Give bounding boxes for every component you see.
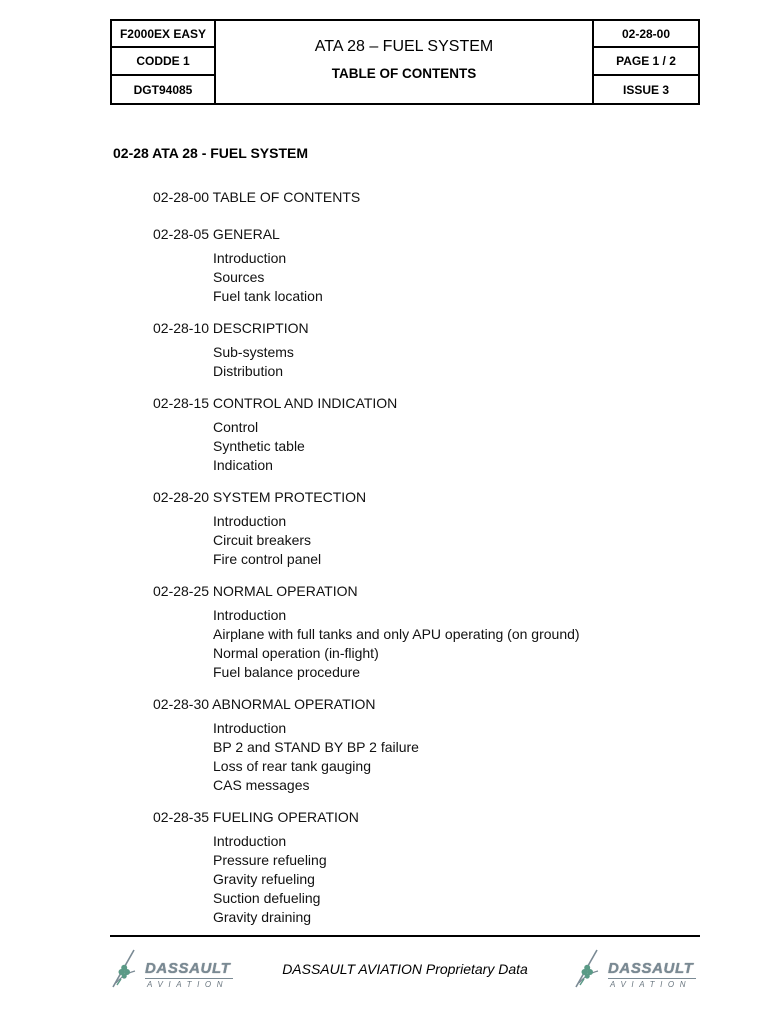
toc-item: Introduction <box>213 513 287 529</box>
toc-section-heading: 02-28-35 FUELING OPERATION <box>153 809 359 825</box>
toc-section-heading: 02-28-10 DESCRIPTION <box>153 320 309 336</box>
toc-section <box>153 188 580 225</box>
logo-subtitle: AVIATION <box>610 980 692 989</box>
toc-item: Indication <box>213 457 273 473</box>
chapter-heading: 02-28 ATA 28 - FUEL SYSTEM <box>113 145 309 161</box>
dassault-logo-right <box>574 945 702 991</box>
logo-subtitle: AVIATION <box>147 980 229 989</box>
document-subtitle: TABLE OF CONTENTS <box>331 66 477 81</box>
table-of-contents-list <box>153 188 580 940</box>
toc-item: Pressure refueling <box>213 852 327 868</box>
toc-section-heading: 02-28-00 TABLE OF CONTENTS <box>153 189 361 205</box>
chapter-code-cell: 02-28-00 <box>594 21 698 48</box>
dassault-emblem-icon <box>574 947 600 989</box>
toc-section <box>153 582 580 695</box>
toc-item: Sub-systems <box>213 344 294 360</box>
toc-item: Gravity refueling <box>213 871 315 887</box>
toc-item: BP 2 and STAND BY BP 2 failure <box>213 739 419 755</box>
toc-section-heading: 02-28-20 SYSTEM PROTECTION <box>153 489 367 505</box>
toc-item: Gravity draining <box>213 909 312 925</box>
logo-wordmark: DASSAULT <box>145 960 233 979</box>
document-title: ATA 28 – FUEL SYSTEM <box>314 38 494 55</box>
toc-item: Introduction <box>213 833 287 849</box>
toc-item: Fuel tank location <box>213 288 323 304</box>
toc-item: Airplane with full tanks and only APU operating (on ground) <box>213 626 580 642</box>
toc-section-heading: 02-28-30 ABNORMAL OPERATION <box>153 696 376 712</box>
codde-cell: CODDE 1 <box>112 48 216 76</box>
logo-wordmark: DASSAULT <box>608 960 696 979</box>
proprietary-notice: DASSAULT AVIATION Proprietary Data <box>282 961 528 977</box>
toc-item: Normal operation (in-flight) <box>213 645 379 661</box>
toc-section <box>153 808 580 940</box>
document-ref-cell: DGT94085 <box>112 76 216 103</box>
page-number-cell: PAGE 1 / 2 <box>594 48 698 76</box>
dassault-emblem-icon <box>111 947 137 989</box>
toc-item: Introduction <box>213 720 287 736</box>
toc-item: CAS messages <box>213 777 310 793</box>
toc-item: Loss of rear tank gauging <box>213 758 371 774</box>
toc-item: Introduction <box>213 250 287 266</box>
toc-item: Synthetic table <box>213 438 305 454</box>
toc-section-heading: 02-28-15 CONTROL AND INDICATION <box>153 395 398 411</box>
aircraft-model-cell: F2000EX EASY <box>112 21 216 48</box>
toc-section <box>153 225 580 319</box>
toc-item: Fire control panel <box>213 551 322 567</box>
header-title-cell <box>216 21 594 103</box>
toc-section-heading: 02-28-25 NORMAL OPERATION <box>153 583 358 599</box>
toc-item: Sources <box>213 269 265 285</box>
toc-item: Control <box>213 419 259 435</box>
toc-item: Circuit breakers <box>213 532 312 548</box>
toc-item: Distribution <box>213 363 284 379</box>
toc-section <box>153 319 580 394</box>
toc-section-heading: 02-28-05 GENERAL <box>153 226 280 242</box>
toc-item: Fuel balance procedure <box>213 664 361 680</box>
toc-section <box>153 695 580 808</box>
footer-rule <box>110 935 700 937</box>
toc-item: Introduction <box>213 607 287 623</box>
issue-cell: ISSUE 3 <box>622 82 670 97</box>
document-header-table <box>110 19 700 105</box>
toc-section <box>153 488 580 582</box>
dassault-logo-left <box>111 945 239 991</box>
toc-section <box>153 394 580 488</box>
toc-item: Suction defueling <box>213 890 321 906</box>
